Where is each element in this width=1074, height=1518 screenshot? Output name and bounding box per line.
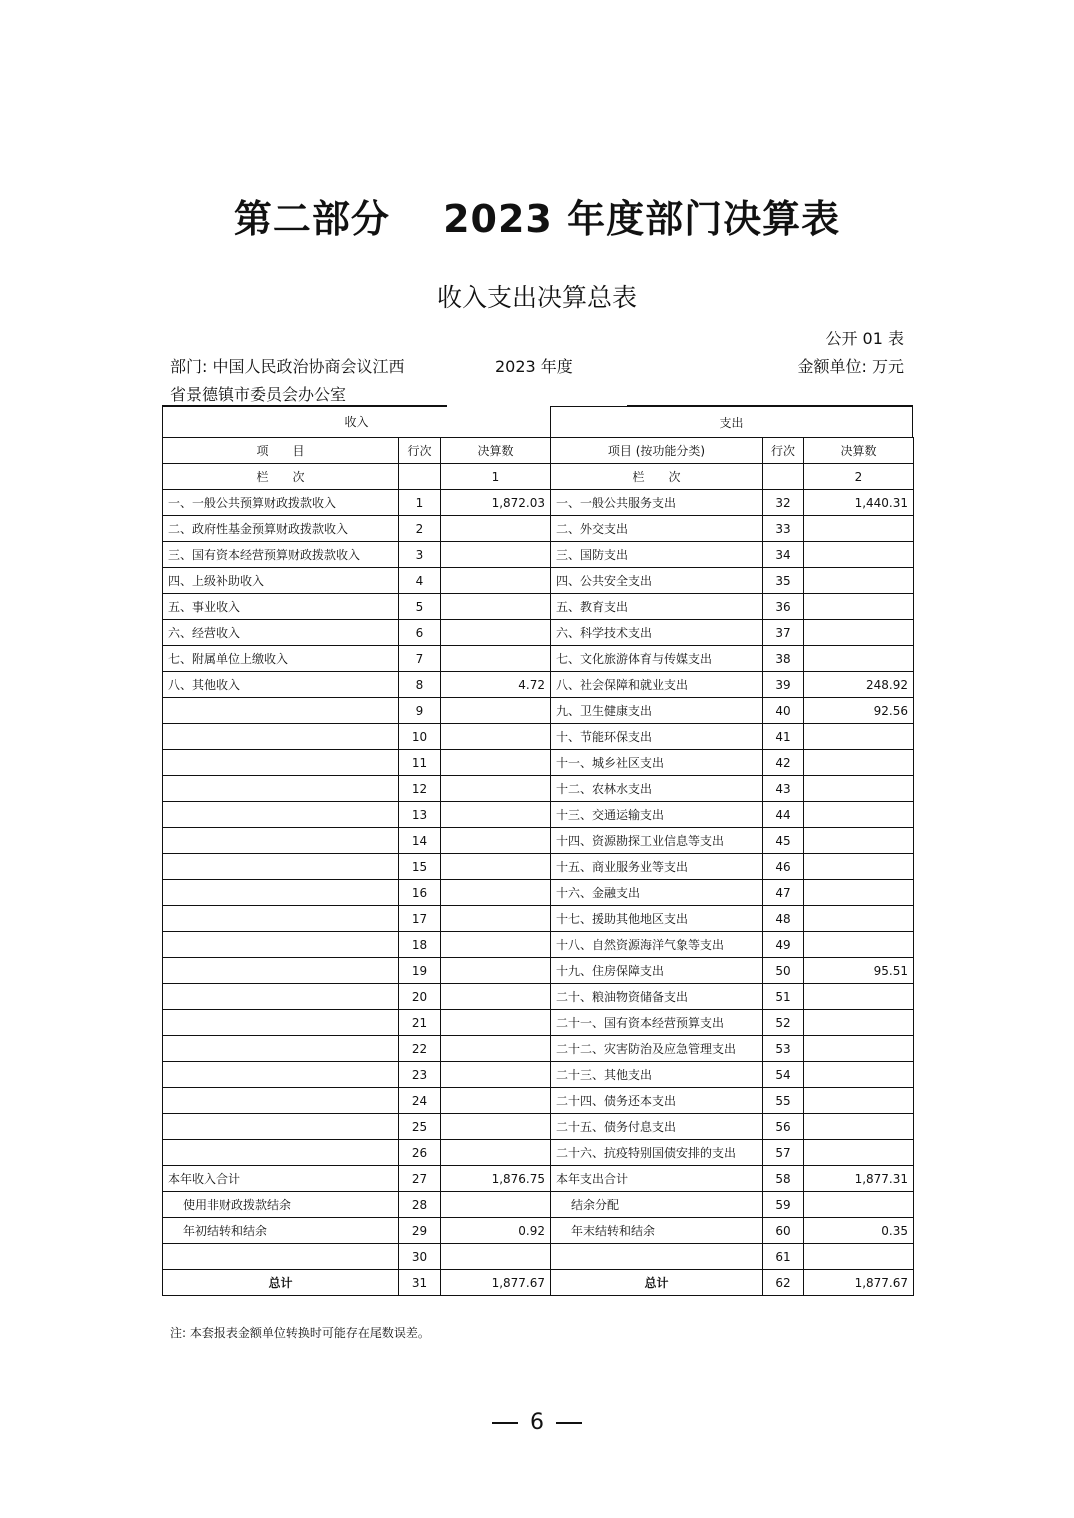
table-row — [163, 750, 914, 776]
col-income-item: 项 目 — [163, 438, 399, 464]
expense-amount — [804, 1244, 914, 1270]
income-item — [163, 776, 399, 802]
income-line-no: 28 — [399, 1192, 441, 1218]
table-row — [163, 568, 914, 594]
table-row — [163, 984, 914, 1010]
index-line — [399, 464, 441, 490]
expense-item: 十六、金融支出 — [551, 880, 763, 906]
index-value: 1 — [441, 464, 551, 490]
expense-line-no: 40 — [763, 698, 804, 724]
index-label: 栏 次 — [163, 464, 399, 490]
expense-item: 四、公共安全支出 — [551, 568, 763, 594]
income-line-no: 26 — [399, 1140, 441, 1166]
income-line-no: 10 — [399, 724, 441, 750]
column-index-row — [163, 464, 914, 490]
expense-item: 十二、农林水支出 — [551, 776, 763, 802]
income-item — [163, 880, 399, 906]
department-label-continued: 省景德镇市委员会办公室 — [170, 385, 347, 404]
expense-amount — [804, 516, 914, 542]
income-amount: 1,877.67 — [441, 1270, 551, 1296]
page-title: 第二部分 2023 年度部门决算表 — [233, 197, 841, 241]
col-expense-amount: 决算数 — [804, 438, 914, 464]
income-amount — [441, 620, 551, 646]
expense-amount — [804, 1192, 914, 1218]
expense-amount — [804, 1010, 914, 1036]
income-item — [163, 984, 399, 1010]
expense-item: 十五、商业服务业等支出 — [551, 854, 763, 880]
expense-amount — [804, 750, 914, 776]
index-label: 栏 次 — [551, 464, 763, 490]
department-label: 部门: 中国人民政治协商会议江西 — [170, 357, 405, 376]
income-line-no: 23 — [399, 1062, 441, 1088]
income-amount — [441, 958, 551, 984]
expense-item: 六、科学技术支出 — [551, 620, 763, 646]
income-amount — [441, 1192, 551, 1218]
expense-item: 十、节能环保支出 — [551, 724, 763, 750]
expense-item: 八、社会保障和就业支出 — [551, 672, 763, 698]
income-line-no: 3 — [399, 542, 441, 568]
table-row — [163, 828, 914, 854]
income-line-no: 24 — [399, 1088, 441, 1114]
expense-item: 十八、自然资源海洋气象等支出 — [551, 932, 763, 958]
income-expense-table — [162, 437, 914, 1296]
table-row — [163, 1114, 914, 1140]
expense-item: 十七、援助其他地区支出 — [551, 906, 763, 932]
table-row — [163, 958, 914, 984]
income-item — [163, 724, 399, 750]
expense-amount: 92.56 — [804, 698, 914, 724]
income-item: 四、上级补助收入 — [163, 568, 399, 594]
income-item — [163, 1036, 399, 1062]
income-item: 年初结转和结余 — [163, 1218, 399, 1244]
col-income-line: 行次 — [399, 438, 441, 464]
table-row — [163, 698, 914, 724]
expense-item: 二十四、债务还本支出 — [551, 1088, 763, 1114]
expense-amount — [804, 802, 914, 828]
income-item — [163, 958, 399, 984]
expense-amount — [804, 828, 914, 854]
col-expense-item: 项目 (按功能分类) — [551, 438, 763, 464]
income-item: 五、事业收入 — [163, 594, 399, 620]
fiscal-year: 2023 年度 — [495, 357, 573, 376]
income-line-no: 14 — [399, 828, 441, 854]
expense-line-no: 60 — [763, 1218, 804, 1244]
income-amount — [441, 568, 551, 594]
income-line-no: 16 — [399, 880, 441, 906]
income-item: 八、其他收入 — [163, 672, 399, 698]
table-row — [163, 1166, 914, 1192]
income-line-no: 2 — [399, 516, 441, 542]
income-amount — [441, 802, 551, 828]
income-line-no: 30 — [399, 1244, 441, 1270]
income-item — [163, 1114, 399, 1140]
income-item: 总计 — [163, 1270, 399, 1296]
expense-line-no: 41 — [763, 724, 804, 750]
expense-item: 九、卫生健康支出 — [551, 698, 763, 724]
income-item — [163, 906, 399, 932]
income-line-no: 20 — [399, 984, 441, 1010]
income-item: 三、国有资本经营预算财政拨款收入 — [163, 542, 399, 568]
expense-item: 二十五、债务付息支出 — [551, 1114, 763, 1140]
expense-line-no: 35 — [763, 568, 804, 594]
income-amount — [441, 828, 551, 854]
table-row — [163, 932, 914, 958]
expense-line-no: 52 — [763, 1010, 804, 1036]
income-item — [163, 1088, 399, 1114]
income-amount — [441, 984, 551, 1010]
footnote: 注: 本套报表金额单位转换时可能存在尾数误差。 — [170, 1326, 430, 1340]
table-row — [163, 854, 914, 880]
expense-item: 二十六、抗疫特别国债安排的支出 — [551, 1140, 763, 1166]
expense-amount — [804, 906, 914, 932]
expense-amount — [804, 1062, 914, 1088]
expense-amount — [804, 724, 914, 750]
expense-amount — [804, 1140, 914, 1166]
expense-item: 结余分配 — [551, 1192, 763, 1218]
expense-line-no: 37 — [763, 620, 804, 646]
income-item — [163, 802, 399, 828]
income-item — [163, 750, 399, 776]
expense-line-no: 59 — [763, 1192, 804, 1218]
income-amount — [441, 880, 551, 906]
expense-line-no: 36 — [763, 594, 804, 620]
expense-section-header: 支出 — [550, 406, 913, 437]
table-row — [163, 490, 914, 516]
income-item: 本年收入合计 — [163, 1166, 399, 1192]
column-header-row — [163, 438, 914, 464]
expense-amount: 1,440.31 — [804, 490, 914, 516]
expense-amount — [804, 932, 914, 958]
col-income-amount: 决算数 — [441, 438, 551, 464]
income-item — [163, 854, 399, 880]
table-row — [163, 1062, 914, 1088]
income-item — [163, 1010, 399, 1036]
income-amount — [441, 542, 551, 568]
table-row — [163, 776, 914, 802]
table-row — [163, 906, 914, 932]
expense-line-no: 42 — [763, 750, 804, 776]
expense-amount — [804, 568, 914, 594]
income-line-no: 17 — [399, 906, 441, 932]
income-item: 使用非财政拨款结余 — [163, 1192, 399, 1218]
section-band — [162, 406, 913, 437]
income-amount — [441, 1010, 551, 1036]
expense-item: 总计 — [551, 1270, 763, 1296]
expense-line-no: 43 — [763, 776, 804, 802]
expense-line-no: 50 — [763, 958, 804, 984]
expense-amount — [804, 620, 914, 646]
income-amount — [441, 1062, 551, 1088]
index-line — [763, 464, 804, 490]
table-row — [163, 1088, 914, 1114]
expense-amount — [804, 1088, 914, 1114]
income-line-no: 25 — [399, 1114, 441, 1140]
income-amount: 1,876.75 — [441, 1166, 551, 1192]
expense-item: 二、外交支出 — [551, 516, 763, 542]
expense-item: 一、一般公共服务支出 — [551, 490, 763, 516]
income-amount — [441, 1088, 551, 1114]
expense-item: 十三、交通运输支出 — [551, 802, 763, 828]
expense-line-no: 54 — [763, 1062, 804, 1088]
table-row — [163, 672, 914, 698]
income-item: 六、经营收入 — [163, 620, 399, 646]
expense-line-no: 47 — [763, 880, 804, 906]
income-section-header: 收入 — [162, 406, 550, 437]
income-item: 七、附属单位上缴收入 — [163, 646, 399, 672]
expense-item: 五、教育支出 — [551, 594, 763, 620]
income-line-no: 8 — [399, 672, 441, 698]
table-title: 收入支出决算总表 — [436, 283, 637, 312]
income-line-no: 4 — [399, 568, 441, 594]
table-row — [163, 594, 914, 620]
income-item — [163, 828, 399, 854]
expense-line-no: 61 — [763, 1244, 804, 1270]
expense-amount — [804, 1036, 914, 1062]
income-line-no: 29 — [399, 1218, 441, 1244]
index-value: 2 — [804, 464, 914, 490]
expense-amount: 0.35 — [804, 1218, 914, 1244]
income-amount — [441, 1244, 551, 1270]
income-item — [163, 932, 399, 958]
income-amount — [441, 932, 551, 958]
expense-amount: 95.51 — [804, 958, 914, 984]
expense-line-no: 45 — [763, 828, 804, 854]
income-amount — [441, 854, 551, 880]
income-amount — [441, 698, 551, 724]
table-row — [163, 646, 914, 672]
expense-amount: 1,877.31 — [804, 1166, 914, 1192]
income-amount — [441, 1036, 551, 1062]
income-line-no: 18 — [399, 932, 441, 958]
income-line-no: 27 — [399, 1166, 441, 1192]
income-line-no: 12 — [399, 776, 441, 802]
col-expense-line: 行次 — [763, 438, 804, 464]
table-row — [163, 802, 914, 828]
table-row — [163, 620, 914, 646]
expense-item: 十四、资源勘探工业信息等支出 — [551, 828, 763, 854]
form-code: 公开 01 表 — [825, 329, 904, 348]
income-amount — [441, 594, 551, 620]
income-item: 二、政府性基金预算财政拨款收入 — [163, 516, 399, 542]
expense-line-no: 33 — [763, 516, 804, 542]
dash-right — [556, 1422, 582, 1424]
table-row — [163, 516, 914, 542]
income-amount — [441, 1140, 551, 1166]
income-amount — [441, 646, 551, 672]
page-number-value: 6 — [530, 1410, 544, 1435]
table-row — [163, 1010, 914, 1036]
income-amount — [441, 724, 551, 750]
income-line-no: 15 — [399, 854, 441, 880]
income-line-no: 11 — [399, 750, 441, 776]
expense-amount: 1,877.67 — [804, 1270, 914, 1296]
table-row — [163, 1140, 914, 1166]
table-row — [163, 1244, 914, 1270]
expense-amount — [804, 646, 914, 672]
income-line-no: 5 — [399, 594, 441, 620]
expense-line-no: 44 — [763, 802, 804, 828]
table-row — [163, 542, 914, 568]
expense-item: 十一、城乡社区支出 — [551, 750, 763, 776]
income-amount — [441, 516, 551, 542]
income-amount — [441, 906, 551, 932]
expense-item: 二十三、其他支出 — [551, 1062, 763, 1088]
expense-amount — [804, 1114, 914, 1140]
income-item: 一、一般公共预算财政拨款收入 — [163, 490, 399, 516]
income-line-no: 22 — [399, 1036, 441, 1062]
income-line-no: 1 — [399, 490, 441, 516]
income-amount: 1,872.03 — [441, 490, 551, 516]
income-line-no: 6 — [399, 620, 441, 646]
expense-amount: 248.92 — [804, 672, 914, 698]
expense-line-no: 32 — [763, 490, 804, 516]
expense-item: 十九、住房保障支出 — [551, 958, 763, 984]
expense-amount — [804, 880, 914, 906]
expense-line-no: 56 — [763, 1114, 804, 1140]
expense-amount — [804, 854, 914, 880]
table-row — [163, 1218, 914, 1244]
income-amount: 0.92 — [441, 1218, 551, 1244]
income-line-no: 9 — [399, 698, 441, 724]
income-amount: 4.72 — [441, 672, 551, 698]
income-line-no: 13 — [399, 802, 441, 828]
expense-item: 二十一、国有资本经营预算支出 — [551, 1010, 763, 1036]
table-row — [163, 1036, 914, 1062]
income-item — [163, 698, 399, 724]
income-line-no: 19 — [399, 958, 441, 984]
income-item — [163, 1244, 399, 1270]
expense-item: 二十、粮油物资储备支出 — [551, 984, 763, 1010]
income-item — [163, 1140, 399, 1166]
expense-amount — [804, 542, 914, 568]
table-row — [163, 724, 914, 750]
expense-item — [551, 1244, 763, 1270]
income-line-no: 21 — [399, 1010, 441, 1036]
expense-line-no: 38 — [763, 646, 804, 672]
expense-item: 三、国防支出 — [551, 542, 763, 568]
expense-line-no: 34 — [763, 542, 804, 568]
expense-item: 七、文化旅游体育与传媒支出 — [551, 646, 763, 672]
expense-line-no: 46 — [763, 854, 804, 880]
expense-line-no: 53 — [763, 1036, 804, 1062]
income-amount — [441, 1114, 551, 1140]
income-item — [163, 1062, 399, 1088]
table-row — [163, 1192, 914, 1218]
expense-line-no: 39 — [763, 672, 804, 698]
expense-line-no: 62 — [763, 1270, 804, 1296]
income-line-no: 7 — [399, 646, 441, 672]
table-row — [163, 880, 914, 906]
income-line-no: 31 — [399, 1270, 441, 1296]
total-row — [163, 1270, 914, 1296]
dash-left — [492, 1422, 518, 1424]
expense-line-no: 58 — [763, 1166, 804, 1192]
income-amount — [441, 776, 551, 802]
page-number — [0, 1410, 1074, 1435]
expense-line-no: 51 — [763, 984, 804, 1010]
expense-line-no: 57 — [763, 1140, 804, 1166]
expense-item: 年末结转和结余 — [551, 1218, 763, 1244]
expense-line-no: 55 — [763, 1088, 804, 1114]
expense-amount — [804, 984, 914, 1010]
expense-line-no: 48 — [763, 906, 804, 932]
expense-amount — [804, 594, 914, 620]
expense-item: 本年支出合计 — [551, 1166, 763, 1192]
income-amount — [441, 750, 551, 776]
amount-unit: 金额单位: 万元 — [797, 357, 904, 376]
expense-item: 二十二、灾害防治及应急管理支出 — [551, 1036, 763, 1062]
expense-line-no: 49 — [763, 932, 804, 958]
expense-amount — [804, 776, 914, 802]
